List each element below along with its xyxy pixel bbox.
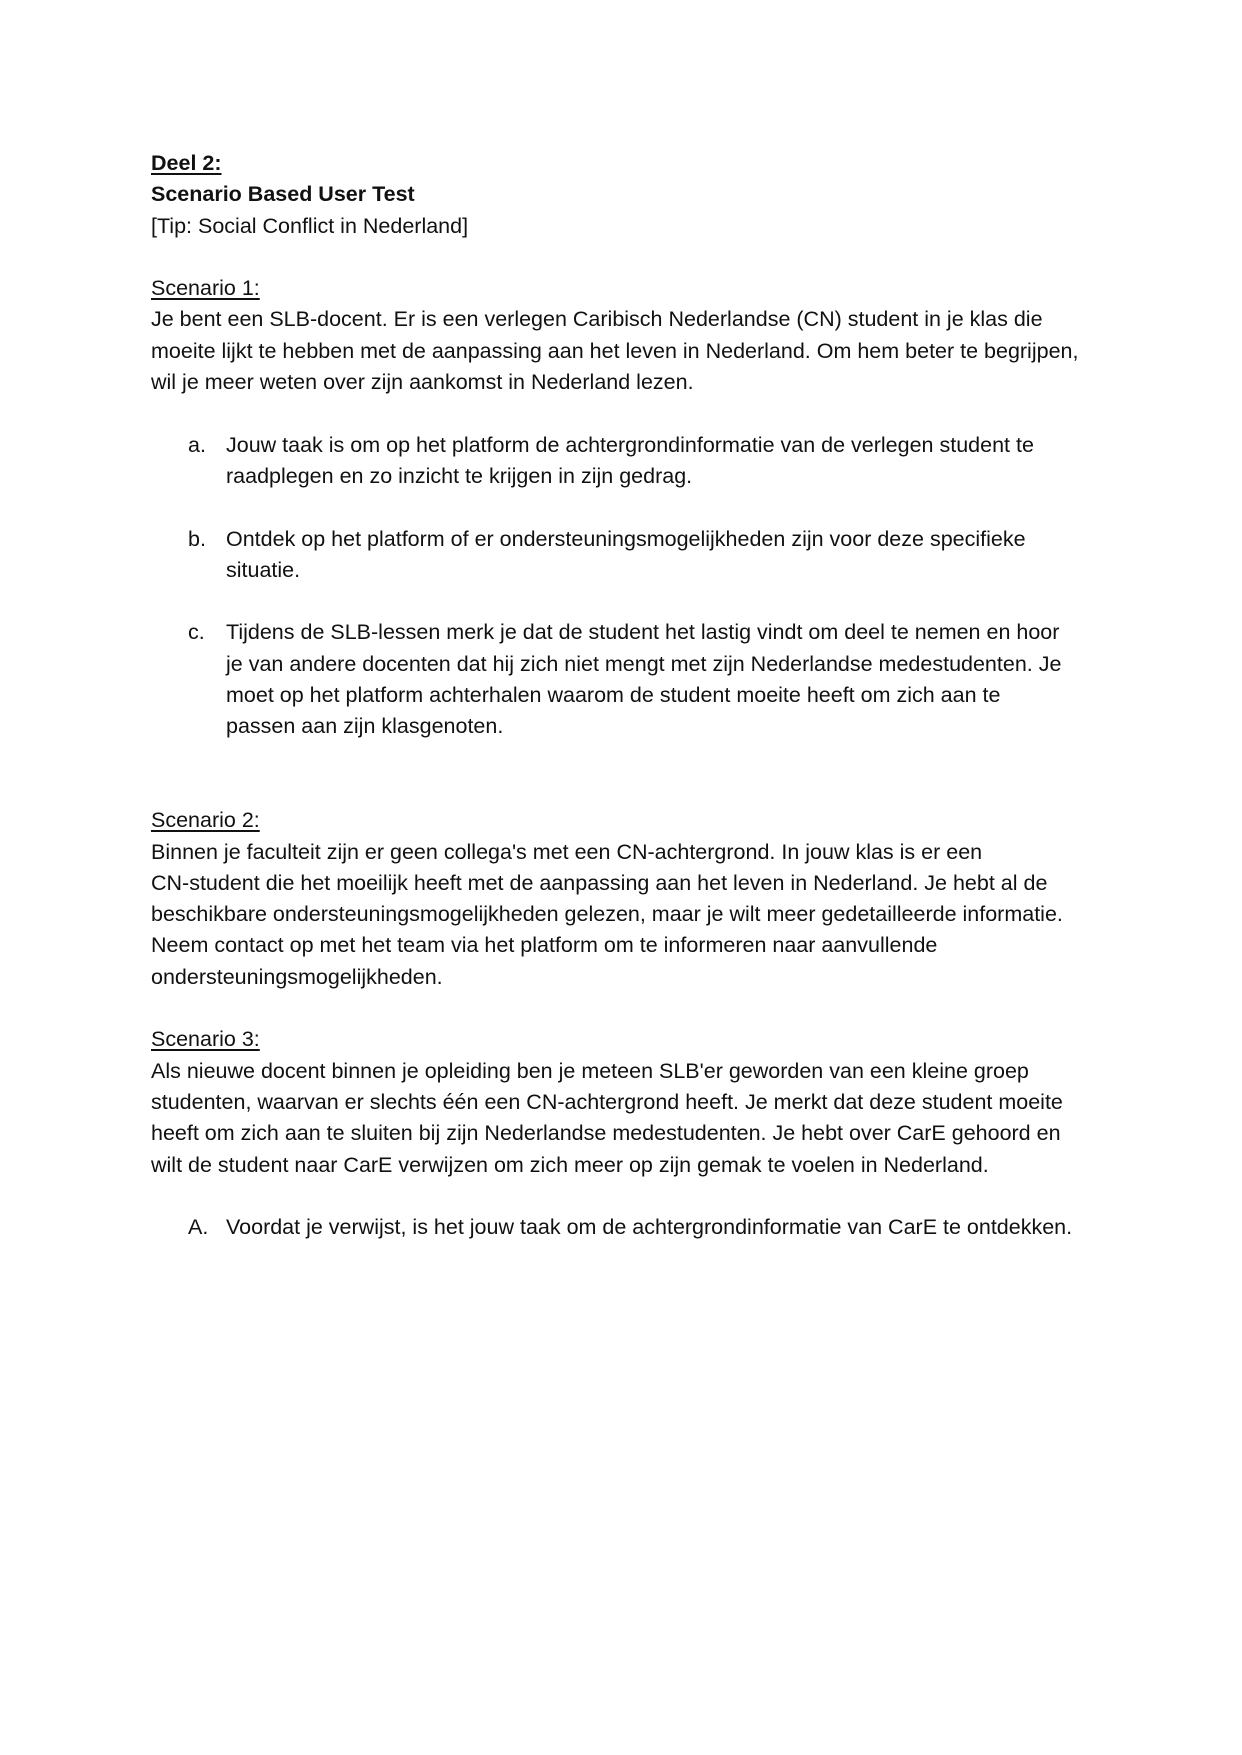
scenario-1 — [151, 273, 1111, 742]
task-line: situatie. — [226, 557, 301, 582]
task-line: passen aan zijn klasgenoten. — [226, 714, 504, 739]
scenario-2-line: CN-student die het moeilijk heeft met de aanpassing aan het leven in Nederland. Je hebt al de — [151, 870, 1048, 895]
scenario-3-task-list — [151, 1212, 1111, 1243]
document-title: Scenario Based User Test — [151, 182, 415, 207]
list-marker: c. — [188, 620, 205, 645]
scenario-1-intro-line: wil je meer weten over zijn aankomst in Nederland lezen. — [151, 370, 694, 395]
spacer — [151, 398, 1111, 429]
list-marker: b. — [188, 526, 206, 551]
scenario-1-intro-line: moeite lijkt te hebben met de aanpassing aan het leven in Nederland. Om hem beter te begrijpen, — [151, 338, 1079, 363]
task-line: raadplegen en zo inzicht te krijgen in zijn gedrag. — [226, 463, 693, 488]
spacer — [151, 993, 1111, 1024]
scenario-3-heading: Scenario 3: — [151, 1027, 260, 1052]
scenario-2-heading: Scenario 2: — [151, 808, 260, 833]
task-line: Voordat je verwijst, is het jouw taak om de achtergrondinformatie van CarE te ontdekken. — [226, 1215, 1073, 1240]
scenario-1-task-list — [151, 430, 1111, 743]
scenario-1-heading: Scenario 1: — [151, 276, 260, 301]
scenario-2-line: ondersteuningsmogelijkheden. — [151, 964, 443, 989]
spacer — [151, 1181, 1111, 1212]
scenario-3-line: Als nieuwe docent binnen je opleiding ben je meteen SLB'er geworden van een kleine groep — [151, 1058, 1029, 1083]
task-item-a — [151, 430, 1111, 493]
spacer — [151, 586, 1111, 617]
task-item-A — [151, 1212, 1111, 1243]
task-item-b — [151, 524, 1111, 587]
task-line: je van andere docenten dat hij zich niet mengt met zijn Nederlandse medestudenten. Je — [226, 651, 1062, 676]
document-page — [151, 148, 1111, 1243]
scenario-3-line: wilt de student naar CarE verwijzen om zich meer op zijn gemak te voelen in Nederland. — [151, 1152, 989, 1177]
tip-text: [Tip: Social Conflict in Nederland] — [151, 213, 469, 238]
task-line: Ontdek op het platform of er ondersteuningsmogelijkheden zijn voor deze specifieke — [226, 526, 1026, 551]
scenario-2-line: beschikbare ondersteuningsmogelijkheden gelezen, maar je wilt meer gedetailleerde informatie. — [151, 902, 1063, 927]
scenario-2-line: Binnen je faculteit zijn er geen collega's met een CN-achtergrond. In jouw klas is er een — [151, 839, 983, 864]
scenario-2 — [151, 805, 1111, 993]
list-marker: a. — [188, 432, 206, 457]
task-line: moet op het platform achterhalen waarom de student moeite heeft om zich aan te — [226, 683, 1001, 708]
part-heading: Deel 2: — [151, 151, 222, 175]
spacer — [151, 743, 1111, 806]
task-item-c — [151, 617, 1111, 742]
task-line: Tijdens de SLB-lessen merk je dat de student het lastig vindt om deel te nemen en hoor — [226, 620, 1060, 645]
scenario-1-intro-line: Je bent een SLB-docent. Er is een verlegen Caribisch Nederlandse (CN) student in je klas die — [151, 307, 1043, 332]
scenario-3-line: studenten, waarvan er slechts één een CN-achtergrond heeft. Je merkt dat deze student moeite — [151, 1089, 1063, 1114]
scenario-3 — [151, 1024, 1111, 1243]
spacer — [151, 492, 1111, 523]
list-marker: A. — [188, 1215, 209, 1240]
scenario-2-line: Neem contact op met het team via het platform om te informeren naar aanvullende — [151, 933, 938, 958]
task-line: Jouw taak is om op het platform de achtergrondinformatie van de verlegen student te — [226, 432, 1034, 457]
spacer — [151, 242, 1111, 273]
scenario-3-line: heeft om zich aan te sluiten bij zijn Nederlandse medestudenten. Je hebt over CarE gehoord en — [151, 1121, 1061, 1146]
